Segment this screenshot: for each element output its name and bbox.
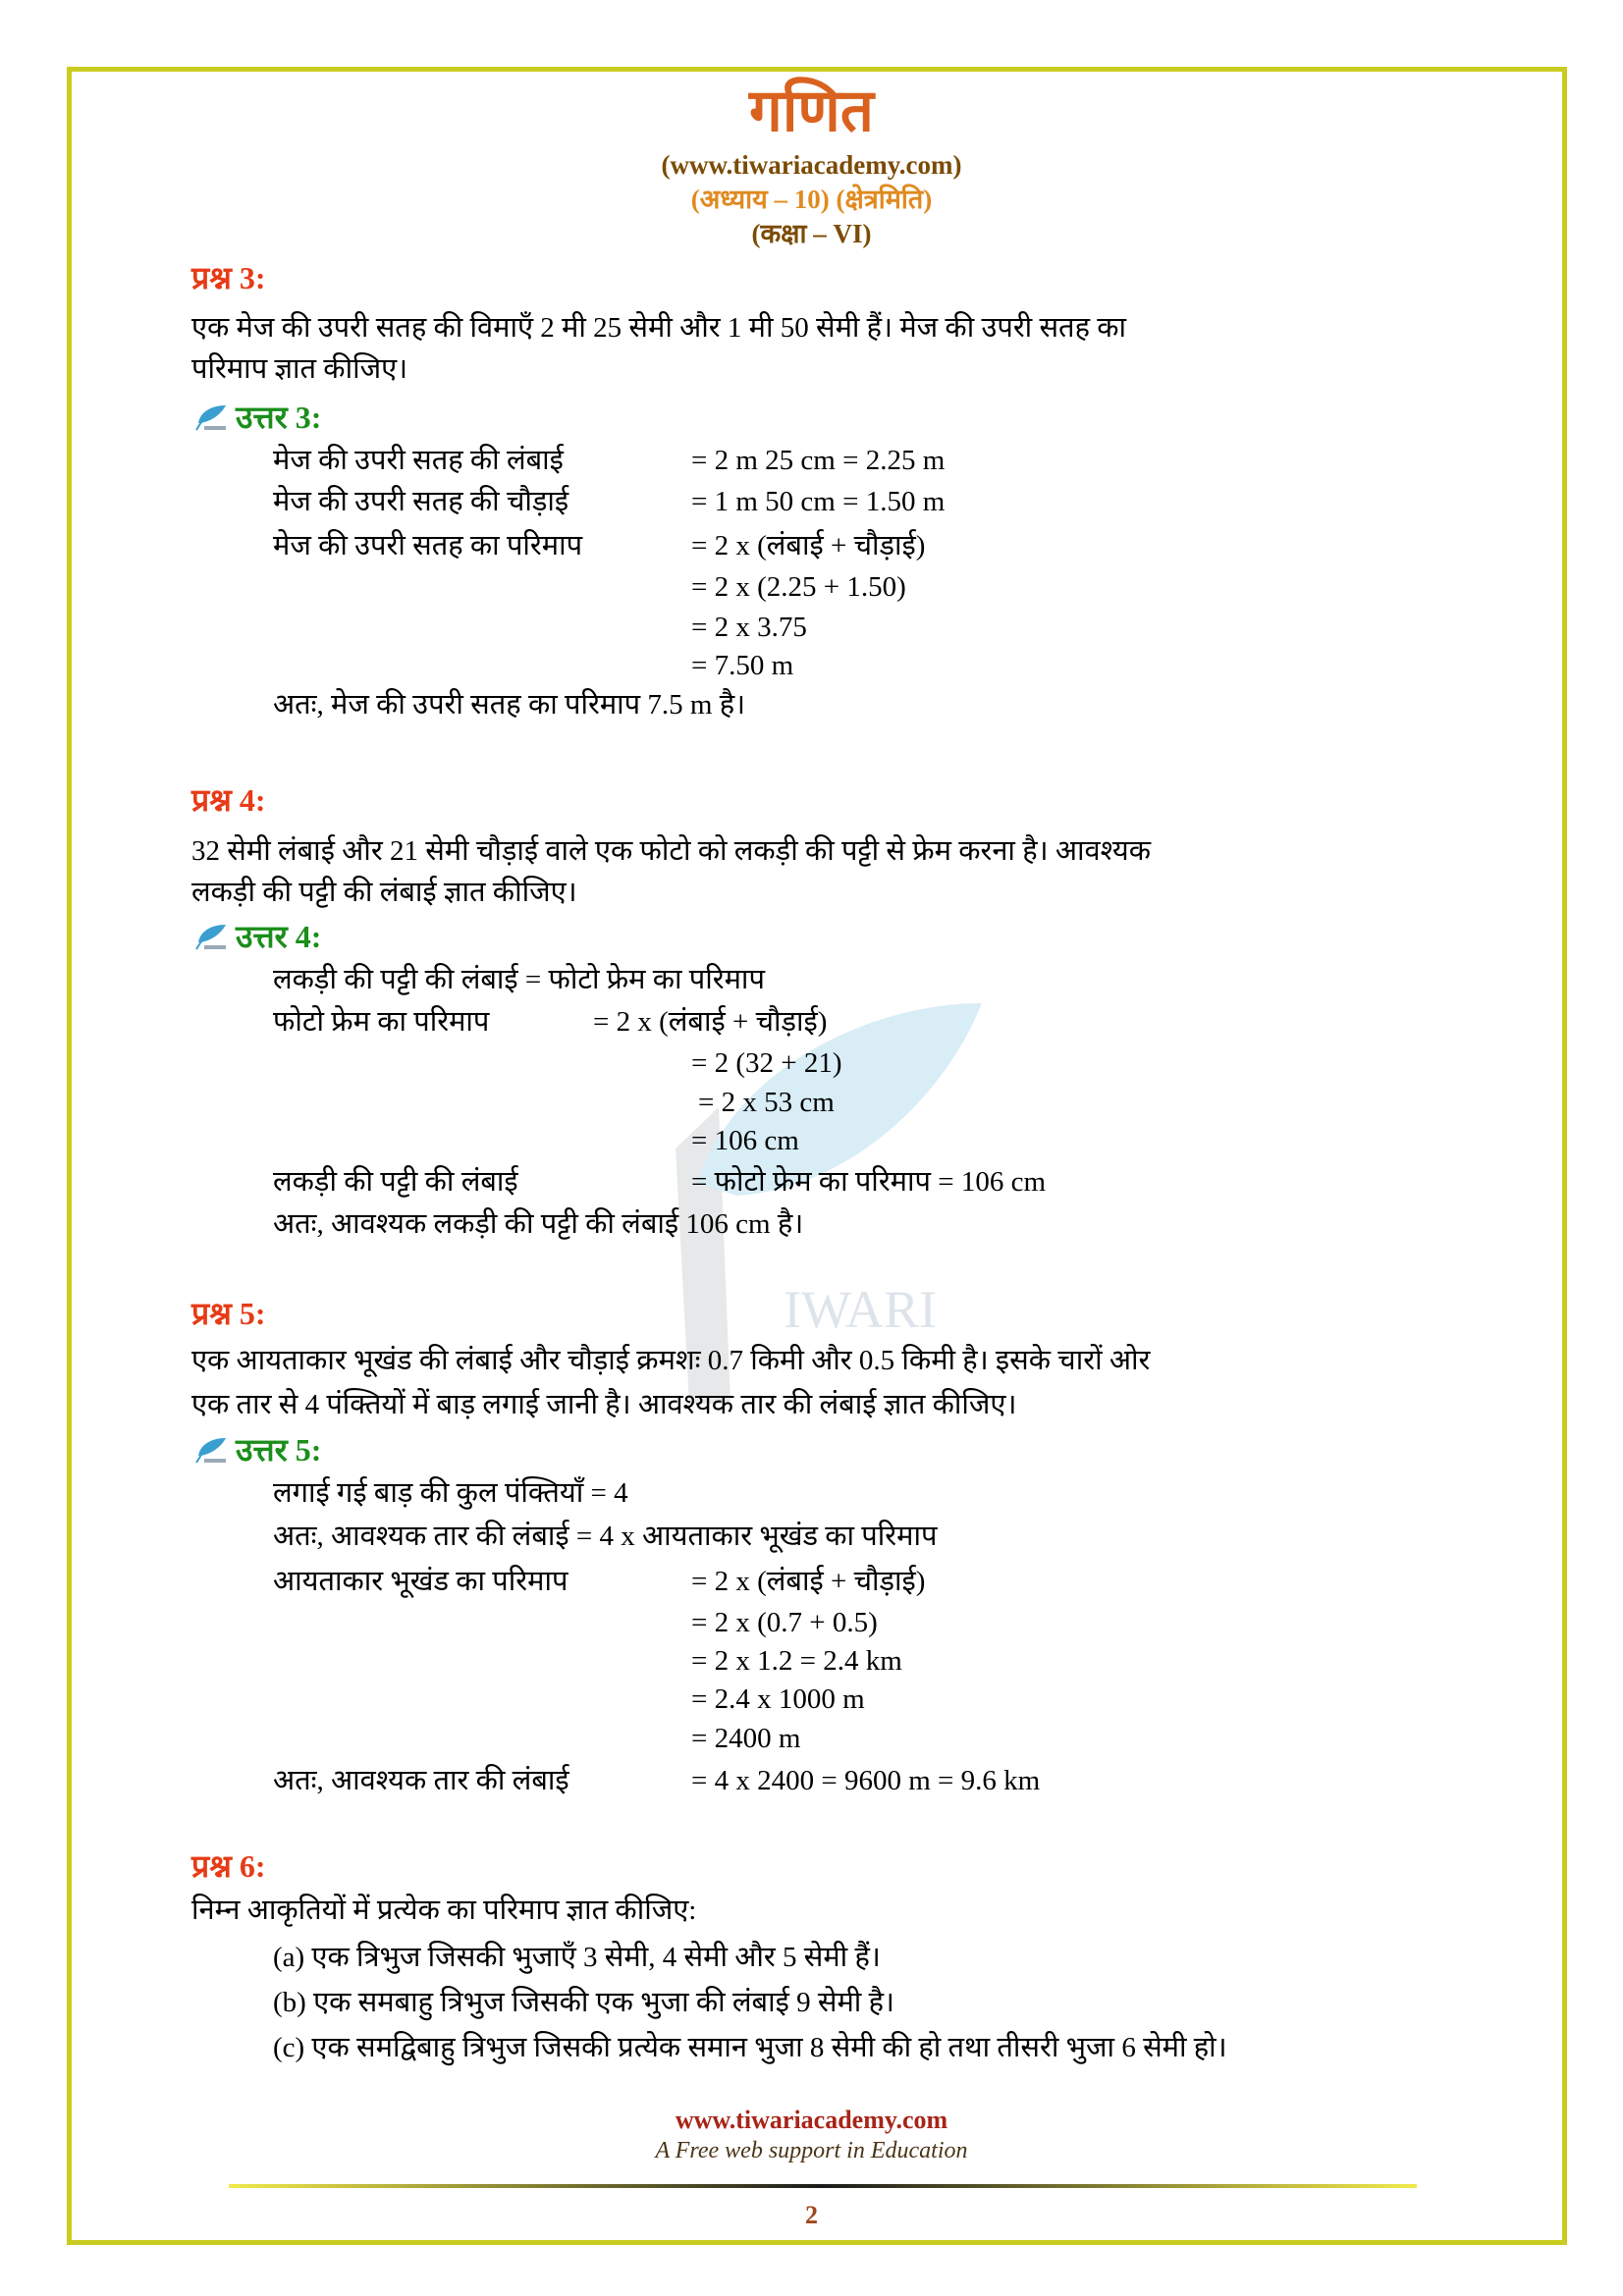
chapter-title: (अध्याय – 10) (क्षेत्रमिति) <box>690 185 933 214</box>
class-label: (कक्षा – VI) <box>751 219 872 248</box>
question-3-label: प्रश्न 3: <box>191 260 266 295</box>
answer-row-label: लकड़ी की पट्टी की लंबाई <box>273 1166 518 1198</box>
answer-row-value: = 2 (32 + 21) <box>691 1047 842 1079</box>
question-5-text-line: एक आयताकार भूखंड की लंबाई और चौड़ाई क्रमशः 0.7 किमी और 0.5 किमी है। इसके चारों ओर <box>191 1345 1151 1376</box>
answer-row-label: मेज की उपरी सतह की लंबाई <box>273 445 564 476</box>
answer-row-value: = 2 x 3.75 <box>691 612 807 643</box>
header-website-link[interactable]: (www.tiwariacademy.com) <box>661 150 962 180</box>
question-4-text-line: लकड़ी की पट्टी की लंबाई ज्ञात कीजिए। <box>191 877 577 908</box>
answer-row-value: = 7.50 m <box>691 650 794 681</box>
answer-4-conclusion: अतः, आवश्यक लकड़ी की पट्टी की लंबाई 106 cm है। <box>273 1208 804 1240</box>
question-3-text-line: परिमाप ज्ञात कीजिए। <box>191 353 408 385</box>
question-5-text-line: एक तार से 4 पंक्तियों में बाड़ लगाई जानी है। आवश्यक तार की लंबाई ज्ञात कीजिए। <box>191 1389 1017 1420</box>
question-6-text: निम्न आकृतियों में प्रत्येक का परिमाप ज्ञात कीजिए: <box>191 1895 697 1926</box>
answer-row-value: = 106 cm <box>691 1125 799 1156</box>
answer-4-intro: लकड़ी की पट्टी की लंबाई = फोटो फ्रेम का परिमाप <box>273 964 765 995</box>
answer-row-label: मेज की उपरी सतह का परिमाप <box>273 530 583 561</box>
answer-5-intro-line: अतः, आवश्यक तार की लंबाई = 4 x आयताकार भूखंड का परिमाप <box>273 1521 938 1552</box>
answer-row-value: = 2 x (2.25 + 1.50) <box>691 571 906 603</box>
answer-3-label: उत्तर 3: <box>236 400 322 435</box>
tiwari-leaf-icon <box>194 1436 230 1466</box>
watermark-text: IWARI <box>784 1280 937 1339</box>
answer-3-conclusion: अतः, मेज की उपरी सतह का परिमाप 7.5 m है। <box>273 689 746 721</box>
subject-title: गणित <box>749 77 874 145</box>
footer-website-link[interactable]: www.tiwariacademy.com <box>675 2106 948 2134</box>
answer-row-label: फोटो फ्रेम का परिमाप <box>273 1006 490 1038</box>
question-6-part-c: (c) एक समद्विबाहु त्रिभुज जिसकी प्रत्येक समान भुजा 8 सेमी की हो तथा तीसरी भुजा 6 सेमी हो। <box>273 2032 1227 2063</box>
answer-row-value: = फोटो फ्रेम का परिमाप = 106 cm <box>691 1166 1047 1198</box>
question-6-label: प्रश्न 6: <box>191 1848 266 1884</box>
answer-5-label: उत्तर 5: <box>236 1432 322 1468</box>
answer-4-label: उत्तर 4: <box>236 919 322 954</box>
question-6-part-a: (a) एक त्रिभुज जिसकी भुजाएँ 3 सेमी, 4 सेमी और 5 सेमी हैं। <box>273 1942 881 1973</box>
question-4-label: प्रश्न 4: <box>191 782 266 818</box>
answer-row-value: = 2400 m <box>691 1723 801 1754</box>
answer-row-value: = 2.4 x 1000 m <box>691 1683 865 1715</box>
answer-row-value: = 1 m 50 cm = 1.50 m <box>691 486 946 517</box>
answer-row-value: = 2 x (लंबाई + चौड़ाई) <box>691 1566 926 1597</box>
answer-row-value: = 2 x (0.7 + 0.5) <box>691 1607 878 1638</box>
answer-5-intro-line: लगाई गई बाड़ की कुल पंक्तियाँ = 4 <box>273 1477 628 1509</box>
answer-row-value: = 2 x 53 cm <box>698 1087 835 1118</box>
answer-row-label: मेज की उपरी सतह की चौड़ाई <box>273 486 569 517</box>
answer-row-value: = 2 m 25 cm = 2.25 m <box>691 445 946 476</box>
tiwari-leaf-icon <box>194 923 230 952</box>
question-4-text-line: 32 सेमी लंबाई और 21 सेमी चौड़ाई वाले एक फोटो को लकड़ी की पट्टी से फ्रेम करना है। आवश्यक <box>191 835 1152 867</box>
answer-row-label: आयताकार भूखंड का परिमाप <box>273 1566 568 1597</box>
answer-row-value: = 2 x 1.2 = 2.4 km <box>691 1645 902 1677</box>
page-number: 2 <box>805 2201 818 2229</box>
answer-row-value: = 2 x (लंबाई + चौड़ाई) <box>593 1006 828 1038</box>
footer-divider <box>229 2184 1417 2188</box>
question-6-part-b: (b) एक समबाहु त्रिभुज जिसकी एक भुजा की लंबाई 9 सेमी है। <box>273 1987 894 2018</box>
answer-row-label: अतः, आवश्यक तार की लंबाई <box>273 1765 569 1796</box>
tiwari-leaf-icon <box>194 403 230 433</box>
question-3-text-line: एक मेज की उपरी सतह की विमाएँ 2 मी 25 सेमी और 1 मी 50 सेमी हैं। मेज की उपरी सतह का <box>191 312 1127 344</box>
question-5-label: प्रश्न 5: <box>191 1296 266 1331</box>
answer-row-value: = 2 x (लंबाई + चौड़ाई) <box>691 530 926 561</box>
footer-tagline: A Free web support in Education <box>655 2138 968 2163</box>
answer-row-value: = 4 x 2400 = 9600 m = 9.6 km <box>691 1765 1041 1796</box>
